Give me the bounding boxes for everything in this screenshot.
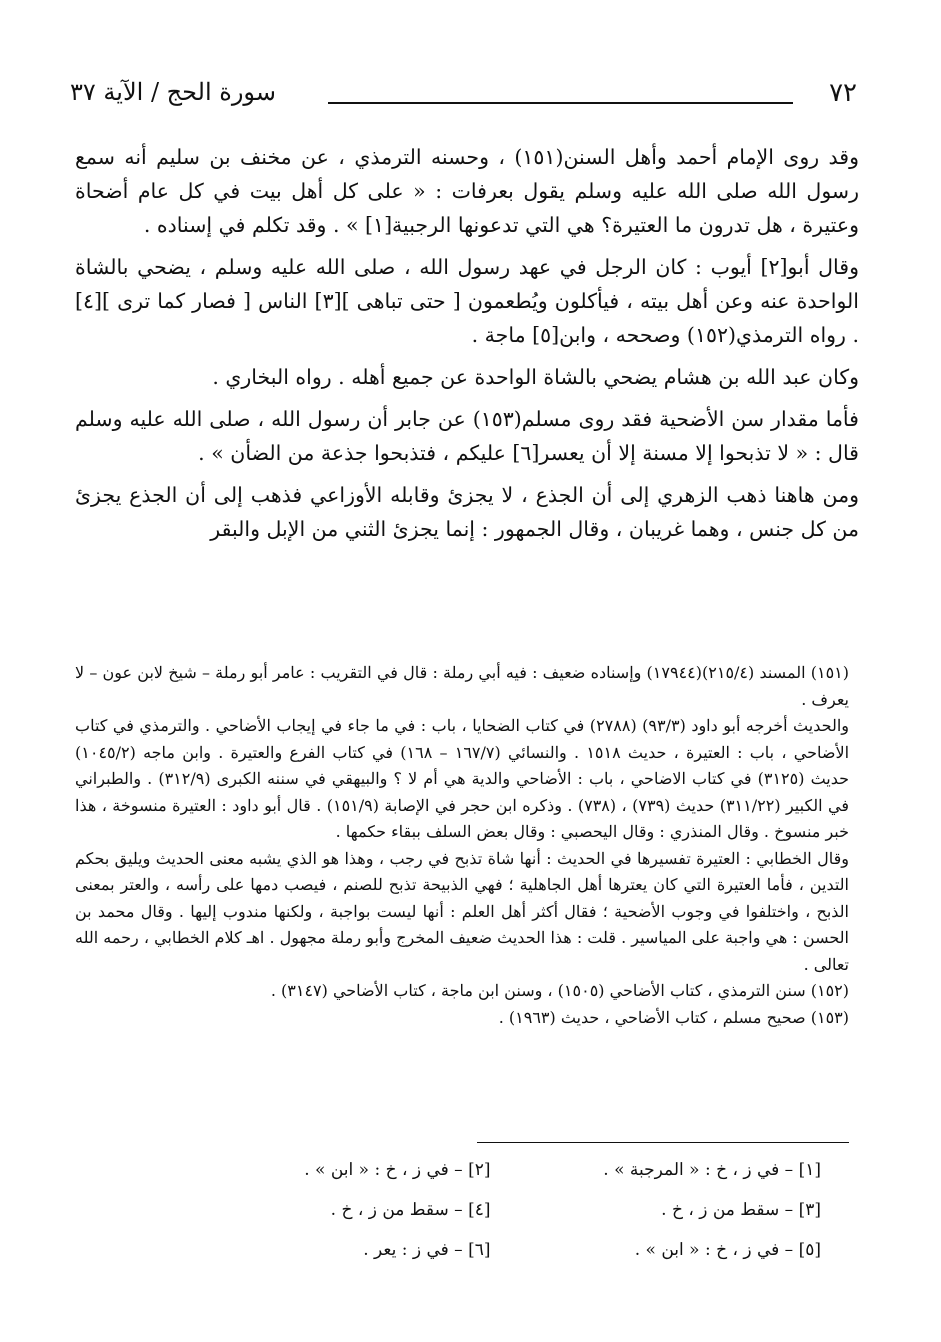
variant-row <box>160 1150 821 1190</box>
main-text <box>75 140 859 554</box>
footnote: (١٥٣) صحيح مسلم ، كتاب الأضاحي ، حديث (١٩٦٣) . <box>498 1007 849 1027</box>
footnote: وقال الخطابي : العتيرة تفسيرها في الحديث : أنها شاة تذبح في رجب ، وهذا هو الذي يشبه معنى الحديث ويليق بحكم التدين ، فأما العتيرة التي كان يعترها أهل الجاهلية ؛ فهي الذبيحة تذبح للصنم ، فيصب دمها على رأسه ، والعتر بمعنى الذبح ، واختلفوا في وجوب الأضحية ؛ فقال أكثر أهل العلم : أنها ليست بواجبة ، ولكنها مندوب إليها . وقال محمد بن الحسن : هي واجبة على المياسير . قلت : هذا الحديث ضعيف المخرج وأبو رملة مجهول . اهـ كلام الخطابي ، رحمه الله تعالى . <box>75 848 850 974</box>
page-number: ٧٢ <box>829 78 857 108</box>
footnotes <box>75 660 849 1031</box>
body-paragraph: وكان عبد الله بن هشام يضحي بالشاة الواحدة عن جميع أهله . رواه البخاري . <box>212 365 859 389</box>
body-paragraph: فأما مقدار سن الأضحية فقد روى مسلم(١٥٣) عن جابر أن رسول الله ، صلى الله عليه وسلم قال : « لا تذبحوا إلا مسنة إلا أن يعسر[٦] عليكم ، فتذبحوا جذعة من الضأن » . <box>75 407 859 465</box>
variant-row <box>160 1230 821 1270</box>
page-header <box>70 78 857 118</box>
variant-note: [٢] – في ز ، خ : « ابن » . <box>304 1160 491 1180</box>
variant-note: [٤] – سقط من ز ، خ . <box>330 1200 491 1220</box>
header-rule <box>328 102 793 104</box>
variant-row <box>160 1190 821 1230</box>
body-paragraph: وقد روى الإمام أحمد وأهل السنن(١٥١) ، وحسنه الترمذي ، عن مخنف بن سليم أنه سمع رسول الله صلى الله عليه وسلم يقول بعرفات : « على كل أهل بيت في كل عام أضحاة وعتيرة ، هل تدرون ما العتيرة؟ هي التي تدعونها الرجبية[١] » . وقد تكلم في إسناده . <box>75 145 859 237</box>
variant-note: [٣] – سقط من ز ، خ . <box>661 1200 821 1220</box>
manuscript-variants <box>160 1150 821 1270</box>
body-paragraph: ومن هاهنا ذهب الزهري إلى أن الجذع ، لا يجزئ وقابله الأوزاعي فذهب إلى أن الجذع يجزئ من كل جنس ، وهما غريبان ، وقال الجمهور : إنما يجزئ الثني من الإبل والبقر <box>75 483 859 541</box>
footnote: (١٥٢) سنن الترمذي ، كتاب الأضاحي (١٥٠٥) ، وسنن ابن ماجة ، كتاب الأضاحي (٣١٤٧) . <box>270 981 849 1000</box>
variant-note: [١] – في ز ، خ : « المرجبة » . <box>603 1160 821 1180</box>
footnote: والحديث أخرجه أبو داود (٩٣/٣) (٢٧٨٨) في كتاب الضحايا ، باب : في ما جاء في إيجاب الأضاحي . والترمذي في كتاب الأضاحي ، باب : العتيرة ، حديث ١٥١٨ . والنسائي (١٦٧/٧ – ١٦٨) في كتاب الفرع والعتيرة . وابن ماجه (١٠٤٥/٢) حديث (٣١٢٥) في كتاب الاضاحي ، باب : الأضاحي والدية هي أم لا ؟ والبيهقي في سننه الكبرى (٣١٢/٩) . والطبراني في الكبير (٣١١/٢٢) حديث (٧٣٩) ، (٧٣٨) . وذكره ابن حجر في الإصابة (١٥١/٩) . قال أبو داود : العتيرة منسوخة ، هذا خبر منسوخ . وقال المنذري : وقال اليحصبي : وقال بعض السلف ببقاء حكمها . <box>75 716 850 841</box>
body-paragraph: وقال أبو[٢] أيوب : كان الرجل في عهد رسول الله ، صلى الله عليه وسلم ، يضحي بالشاة الواحدة عنه وعن أهل بيته ، فيأكلون ويُطعمون [ حتى تباهى ][٣] الناس [ فصار كما ترى ][٤] . رواه الترمذي(١٥٢) وصححه ، وابن[٥] ماجة . <box>75 255 859 347</box>
footnote: (١٥١) المسند (٢١٥/٤)(١٧٩٤٤) وإسناده ضعيف : فيه أبي رملة : قال في التقريب : عامر أبو رملة – شيخ لابن عون – لا يعرف . <box>75 663 849 709</box>
variant-note: [٥] – في ز ، خ : « ابن » . <box>634 1240 821 1260</box>
running-title: سورة الحج / الآية ٣٧ <box>70 78 276 106</box>
variant-note: [٦] – في ز : يعر . <box>363 1240 491 1260</box>
footnote-divider <box>477 1142 849 1143</box>
